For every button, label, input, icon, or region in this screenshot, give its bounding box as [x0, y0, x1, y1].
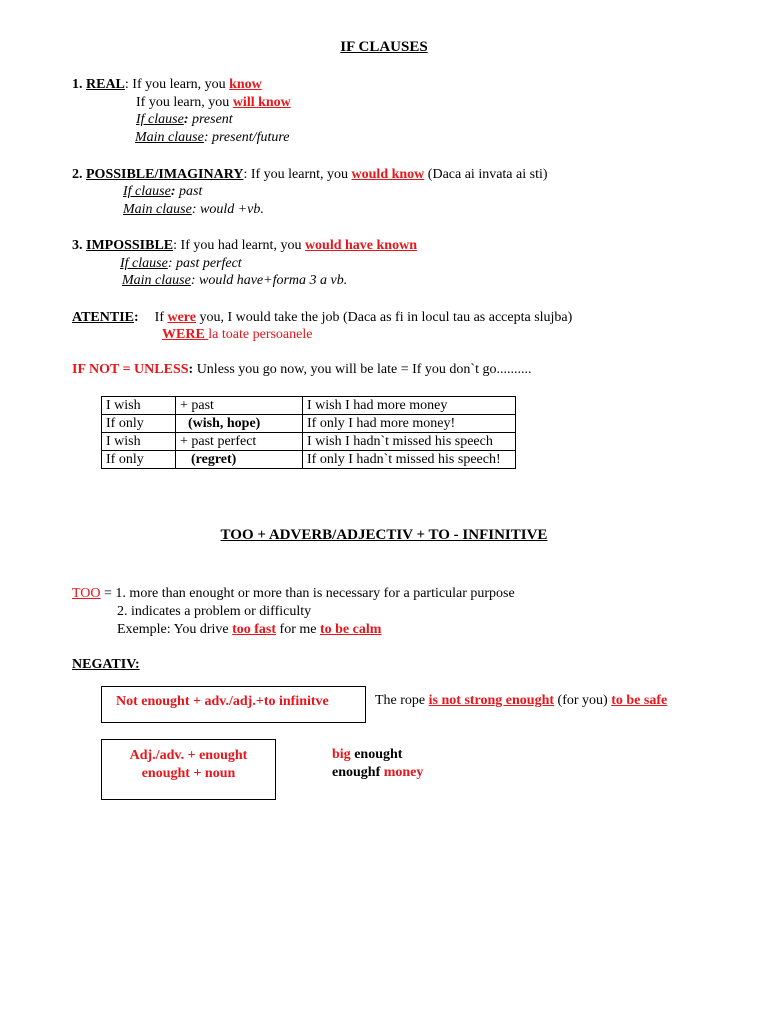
unless-label: IF NOT = UNLESS [72, 362, 189, 377]
impossible-main-value: : would have+forma 3 a vb. [190, 273, 348, 288]
real-line-1 [72, 76, 262, 93]
real-num: 1. [72, 77, 86, 92]
possible-if-label: If clause [123, 184, 171, 199]
table-cell: If only I hadn`t missed his speech! [303, 451, 516, 469]
real-verb-1: know [229, 77, 262, 92]
negativ-example-red-2: to be safe [611, 693, 668, 708]
impossible-verb: would have known [304, 238, 417, 253]
table-cell: If only [102, 451, 176, 469]
real-intro: : If you learn, you [124, 77, 230, 92]
atentie-colon: : [133, 310, 139, 325]
atentie-rest-2: la toate persoanele [208, 327, 313, 342]
enough-example-2-red: money [383, 765, 424, 780]
table-cell: I wish I had more money [303, 397, 516, 415]
enough-box-line-1: Adj./adv. + enought [129, 748, 248, 763]
possible-main-value: : would +vb. [191, 202, 264, 217]
negativ-example-mid: (for you) [554, 693, 612, 708]
section-title: TOO + ADVERB/ADJECTIV + TO - INFINITIVE [220, 527, 548, 543]
possible-if-sep: : [170, 184, 179, 199]
atentie-line-2 [162, 326, 312, 343]
possible-if-value: past [179, 184, 203, 199]
table-cell: If only [102, 415, 176, 433]
impossible-line [72, 237, 417, 254]
atentie-pre: If [154, 310, 168, 325]
possible-verb: would know [351, 167, 425, 182]
too-def-text-1: = 1. more than enought or more than is necessary for a particular purpose [100, 586, 515, 601]
real-main-clause [135, 129, 290, 146]
real-line2-text: If you learn, you [136, 95, 233, 110]
impossible-intro: : If you had learnt, you [173, 238, 305, 253]
possible-num: 2. [72, 167, 86, 182]
unless-colon: : [188, 362, 194, 377]
enough-example-2 [332, 764, 423, 781]
negativ-example [375, 692, 667, 709]
real-verb-2: will know [232, 95, 291, 110]
table-row [102, 415, 516, 433]
atentie-label: ATENTIE [72, 310, 134, 325]
table-row [102, 433, 516, 451]
unless-rest: Unless you go now, you will be late = If you don`t go.......... [193, 362, 532, 377]
negativ-example-pre: The rope [375, 693, 429, 708]
possible-note: (Daca ai invata ai sti) [424, 167, 548, 182]
table-cell: + past [176, 397, 303, 415]
negativ-box [101, 686, 366, 723]
possible-if-clause [123, 183, 202, 200]
enough-example-1 [332, 746, 402, 763]
real-main-value: : present/future [203, 130, 290, 145]
enough-example-2-pre: enoughf [332, 765, 384, 780]
real-line-2 [136, 94, 291, 111]
real-if-clause [136, 111, 233, 128]
enough-box [101, 739, 276, 800]
atentie-were: were [167, 310, 196, 325]
real-if-label: If clause [136, 112, 184, 127]
negativ-example-red-1: is not strong enought [428, 693, 555, 708]
table-cell: I wish [102, 433, 176, 451]
possible-main-clause [123, 201, 264, 218]
impossible-num: 3. [72, 238, 86, 253]
too-example-mid: for me [276, 622, 320, 637]
possible-line [72, 166, 548, 183]
table-cell: (wish, hope) [176, 415, 303, 433]
table-cell: I wish I hadn`t missed his speech [303, 433, 516, 451]
table-row [102, 451, 516, 469]
too-def-1 [72, 585, 515, 602]
enough-box-line-2: enought + noun [141, 766, 236, 781]
negativ-label: NEGATIV: [72, 657, 140, 672]
too-example-red-1: too fast [232, 622, 277, 637]
impossible-if-clause [120, 255, 242, 272]
enough-example-1-rest: enought [350, 747, 403, 762]
atentie-were-caps: WERE [162, 327, 209, 342]
possible-label: POSSIBLE/IMAGINARY [86, 167, 244, 182]
wish-table [101, 396, 516, 469]
real-main-label: Main clause [135, 130, 204, 145]
atentie-rest: you, I would take the job (Daca as fi in locul tau as accepta slujba) [195, 310, 573, 325]
enough-example-1-red: big [332, 747, 351, 762]
impossible-if-label: If clause [120, 256, 168, 271]
impossible-label: IMPOSSIBLE [86, 238, 174, 253]
table-cell: I wish [102, 397, 176, 415]
table-row [102, 397, 516, 415]
table-cell: + past perfect [176, 433, 303, 451]
impossible-main-label: Main clause [122, 273, 191, 288]
real-if-sep: : [183, 112, 192, 127]
real-if-value: present [192, 112, 233, 127]
too-label: TOO [72, 586, 101, 601]
table-cell: If only I had more money! [303, 415, 516, 433]
too-example-pre: Exemple: You drive [117, 622, 233, 637]
page-title: IF CLAUSES [340, 39, 428, 55]
real-label: REAL [86, 77, 125, 92]
impossible-main-clause [122, 272, 347, 289]
atentie-line [72, 309, 572, 326]
too-example [117, 621, 381, 638]
possible-main-label: Main clause [123, 202, 192, 217]
possible-intro: : If you learnt, you [243, 167, 352, 182]
table-cell: (regret) [176, 451, 303, 469]
too-example-red-2: to be calm [319, 622, 382, 637]
too-def-2: 2. indicates a problem or difficulty [117, 604, 312, 619]
impossible-if-value: : past perfect [167, 256, 242, 271]
negativ-box-text: Not enought + adv./adj.+to infinitve [116, 694, 329, 709]
unless-line [72, 361, 531, 378]
